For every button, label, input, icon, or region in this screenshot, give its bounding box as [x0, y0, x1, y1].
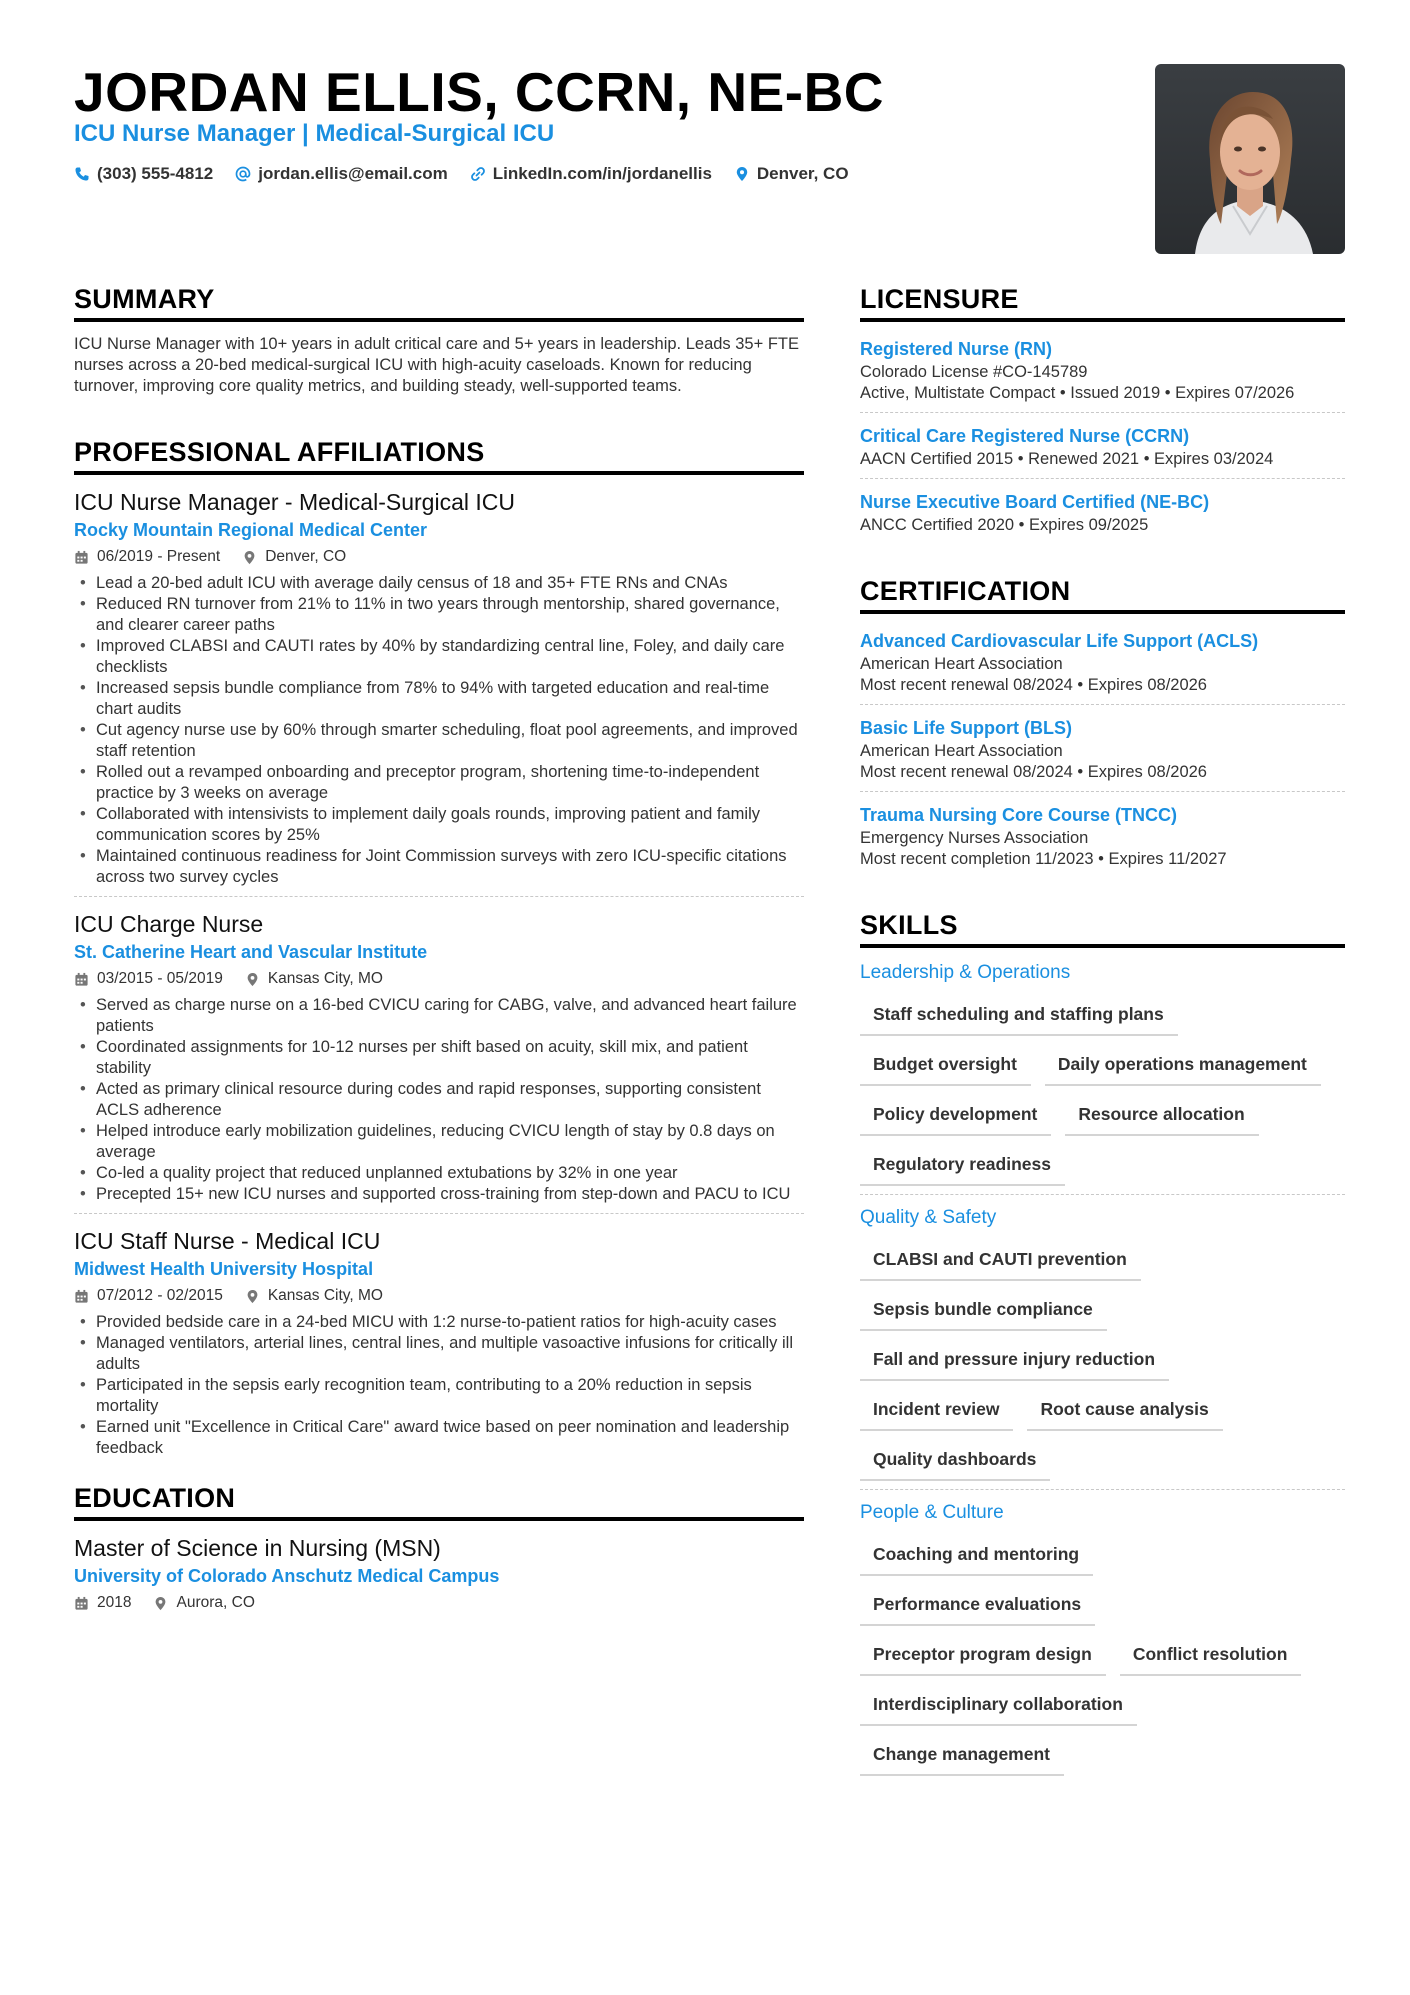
job-organization: St. Catherine Heart and Vascular Institute: [74, 942, 428, 962]
skill-row: [860, 1239, 1345, 1289]
skill-row: [860, 1439, 1345, 1489]
license-title: Nurse Executive Board Certified (NE-BC): [860, 492, 1210, 512]
certification-item: [860, 791, 1345, 878]
certification-detail: Most recent completion 11/2023 • Expires 11/2027: [860, 850, 1227, 868]
link-icon: [470, 166, 486, 182]
skill-tag: Budget oversight: [860, 1044, 1031, 1086]
job-bullet: • Precepted 15+ new ICU nurses and supported cross-training from step-down and PACU to ICU: [74, 1184, 804, 1205]
skill-row: [860, 1094, 1345, 1144]
skill-row: [860, 1734, 1345, 1784]
skill-group: [860, 960, 1345, 1194]
skills-list: [860, 960, 1345, 1784]
contact-phone[interactable]: [74, 162, 213, 186]
skill-row: [860, 1144, 1345, 1194]
job-bullet: • Participated in the sepsis early recognition team, contributing to a 20% reduction in sepsis mortality: [74, 1375, 804, 1417]
certification-detail: American Heart Association: [860, 655, 1063, 673]
affiliations-heading: PROFESSIONAL AFFILIATIONS: [74, 435, 804, 475]
license-detail: Colorado License #CO-145789: [860, 363, 1088, 381]
skill-category: Leadership & Operations: [860, 962, 1071, 983]
education-location: Aurora, CO: [176, 1594, 255, 1611]
contact-location-text: Denver, CO: [756, 164, 849, 183]
skill-row: [860, 1044, 1345, 1094]
right-column: [860, 282, 1345, 1784]
skill-group: [860, 1194, 1345, 1489]
skill-row: [860, 1534, 1345, 1584]
job-meta: [74, 1284, 804, 1308]
skill-row: [860, 1389, 1345, 1439]
job-meta: [74, 967, 804, 991]
skill-group: [860, 1489, 1345, 1784]
certification-detail: Emergency Nurses Association: [860, 829, 1089, 847]
skill-row: [860, 994, 1345, 1044]
education-heading: EDUCATION: [74, 1481, 804, 1521]
skill-tag: Preceptor program design: [860, 1634, 1106, 1676]
job-title: ICU Nurse Manager - Medical-Surgical ICU: [74, 489, 515, 515]
contact-linkedin[interactable]: [470, 162, 712, 186]
job-bullet: • Rolled out a revamped onboarding and preceptor program, shortening time-to-independent practice by 3 weeks on average: [74, 762, 804, 804]
job-bullet: • Served as charge nurse on a 16-bed CVICU caring for CABG, valve, and advanced heart failure patients: [74, 995, 804, 1037]
license-detail: Active, Multistate Compact • Issued 2019 • Expires 07/2026: [860, 384, 1295, 402]
skill-tag: Incident review: [860, 1389, 1013, 1431]
license-item: [860, 412, 1345, 478]
skill-category: People & Culture: [860, 1502, 1004, 1523]
job-organization: Midwest Health University Hospital: [74, 1259, 374, 1279]
job-location: Kansas City, MO: [267, 1287, 383, 1304]
licensure-heading: LICENSURE: [860, 282, 1345, 322]
skill-category: Quality & Safety: [860, 1207, 997, 1228]
job-title: ICU Charge Nurse: [74, 911, 264, 937]
job-bullet: • Maintained continuous readiness for Joint Commission surveys with zero ICU-specific citations across two survey cycles: [74, 846, 804, 888]
certification-detail: Most recent renewal 08/2024 • Expires 08/2026: [860, 763, 1207, 781]
skill-row: [860, 1634, 1345, 1684]
job-bullets: [74, 1312, 804, 1459]
education-year: 2018: [97, 1594, 132, 1611]
certification-title: Basic Life Support (BLS): [860, 718, 1073, 738]
job-bullet: • Cut agency nurse use by 60% through smarter scheduling, float pool agreements, and improved staff retention: [74, 720, 804, 762]
skill-tag: Coaching and mentoring: [860, 1534, 1093, 1576]
education-school: University of Colorado Anschutz Medical Campus: [74, 1566, 500, 1586]
calendar-icon: [74, 1596, 89, 1611]
profile-photo: [1155, 64, 1345, 254]
job-bullet: • Provided bedside care in a 24-bed MICU with 1:2 nurse-to-patient ratios for high-acuity cases: [74, 1312, 804, 1333]
job-organization: Rocky Mountain Regional Medical Center: [74, 520, 428, 540]
certification-item: [860, 704, 1345, 791]
license-title: Registered Nurse (RN): [860, 339, 1053, 359]
at-sign-icon: [235, 166, 251, 182]
job-list: [74, 487, 804, 1467]
contact-phone-text: (303) 555-4812: [97, 164, 214, 183]
job-title: ICU Staff Nurse - Medical ICU: [74, 1228, 381, 1254]
job-bullet: • Improved CLABSI and CAUTI rates by 40% by standardizing central line, Foley, and daily care checklists: [74, 636, 804, 678]
skill-tag: Interdisciplinary collaboration: [860, 1684, 1137, 1726]
license-detail: ANCC Certified 2020 • Expires 09/2025: [860, 516, 1149, 534]
skill-tag: Sepsis bundle compliance: [860, 1289, 1107, 1331]
job-location: Kansas City, MO: [267, 970, 383, 987]
job-bullets: [74, 995, 804, 1205]
skill-row: [860, 1289, 1345, 1339]
job-dates: 06/2019 - Present: [97, 548, 221, 565]
map-pin-icon: [153, 1596, 168, 1611]
skill-tag: Change management: [860, 1734, 1064, 1776]
skill-tag: Root cause analysis: [1027, 1389, 1222, 1431]
map-pin-icon: [734, 166, 750, 182]
certification-detail: Most recent renewal 08/2024 • Expires 08/2026: [860, 676, 1207, 694]
education-meta: [74, 1591, 804, 1615]
skill-row: [860, 1339, 1345, 1389]
job-entry: [74, 896, 804, 1213]
certification-heading: CERTIFICATION: [860, 574, 1345, 614]
job-location: Denver, CO: [265, 548, 347, 565]
license-title: Critical Care Registered Nurse (CCRN): [860, 426, 1190, 446]
skill-tag: Conflict resolution: [1120, 1634, 1302, 1676]
job-entry: [74, 487, 804, 896]
calendar-icon: [74, 550, 89, 565]
license-item: [860, 334, 1345, 412]
skill-tag: Staff scheduling and staffing plans: [860, 994, 1178, 1036]
skill-row: [860, 1684, 1345, 1734]
certification-title: Advanced Cardiovascular Life Support (ACLS): [860, 631, 1259, 651]
job-bullet: • Lead a 20-bed adult ICU with average daily census of 18 and 35+ FTE RNs and CNAs: [74, 573, 804, 594]
job-bullet: • Managed ventilators, arterial lines, central lines, and multiple vasoactive infusions for critically ill adults: [74, 1333, 804, 1375]
candidate-name: JORDAN ELLIS, CCRN, NE-BC: [74, 61, 885, 123]
license-detail: AACN Certified 2015 • Renewed 2021 • Expires 03/2024: [860, 450, 1274, 468]
skills-heading: SKILLS: [860, 908, 1345, 948]
certification-detail: American Heart Association: [860, 742, 1063, 760]
candidate-headline: ICU Nurse Manager | Medical-Surgical ICU: [74, 120, 555, 147]
skill-tag: CLABSI and CAUTI prevention: [860, 1239, 1141, 1281]
summary-heading: SUMMARY: [74, 282, 804, 322]
certification-title: Trauma Nursing Core Course (TNCC): [860, 805, 1178, 825]
left-column: [74, 282, 804, 1619]
job-bullet: • Collaborated with intensivists to implement daily goals rounds, improving patient and family communication scores by 25%: [74, 804, 804, 846]
job-bullet: • Reduced RN turnover from 21% to 11% in two years through mentorship, shared governance, and clearer career paths: [74, 594, 804, 636]
job-bullet: • Acted as primary clinical resource during codes and rapid responses, supporting consistent ACLS adherence: [74, 1079, 804, 1121]
skill-tag: Performance evaluations: [860, 1584, 1095, 1626]
skill-tag: Regulatory readiness: [860, 1144, 1065, 1186]
calendar-icon: [74, 1289, 89, 1304]
license-item: [860, 478, 1345, 544]
job-bullet: • Increased sepsis bundle compliance from 78% to 94% with targeted education and real-time chart audits: [74, 678, 804, 720]
job-bullet: • Co-led a quality project that reduced unplanned extubations by 32% in one year: [74, 1163, 804, 1184]
education-degree: Master of Science in Nursing (MSN): [74, 1535, 441, 1561]
summary-text: ICU Nurse Manager with 10+ years in adult critical care and 5+ years in leadership. Leads 35+ FTE nurses across a 20-bed medical-surgical ICU with high-acuity caseloads. Known for reducing turnover, improving core quality metrics, and building steady, well-supported teams.: [74, 335, 799, 395]
skill-tag: Policy development: [860, 1094, 1051, 1136]
certification-item: [860, 626, 1345, 704]
contact-location: [734, 162, 849, 186]
job-bullet: • Earned unit "Excellence in Critical Care" award twice based on peer nomination and leadership feedback: [74, 1417, 804, 1459]
map-pin-icon: [245, 1289, 260, 1304]
contact-linkedin-text: LinkedIn.com/in/jordanellis: [492, 164, 712, 183]
contact-bar: [74, 162, 849, 186]
contact-email-text: jordan.ellis@email.com: [258, 164, 448, 183]
skill-tag: Daily operations management: [1045, 1044, 1321, 1086]
job-bullets: [74, 573, 804, 888]
skill-tag: Fall and pressure injury reduction: [860, 1339, 1169, 1381]
skill-row: [860, 1584, 1345, 1634]
job-meta: [74, 545, 804, 569]
calendar-icon: [74, 972, 89, 987]
certification-list: [860, 626, 1345, 878]
licensure-list: [860, 334, 1345, 544]
skill-tag: Resource allocation: [1065, 1094, 1258, 1136]
skill-tag: Quality dashboards: [860, 1439, 1050, 1481]
phone-icon: [74, 166, 90, 182]
job-dates: 03/2015 - 05/2019: [97, 970, 223, 987]
job-entry: [74, 1213, 804, 1467]
job-dates: 07/2012 - 02/2015: [97, 1287, 223, 1304]
job-bullet: • Helped introduce early mobilization guidelines, reducing CVICU length of stay by 0.8 days on average: [74, 1121, 804, 1163]
contact-email[interactable]: [235, 162, 447, 186]
map-pin-icon: [242, 550, 257, 565]
job-bullet: • Coordinated assignments for 10-12 nurses per shift based on acuity, skill mix, and patient stability: [74, 1037, 804, 1079]
map-pin-icon: [245, 972, 260, 987]
